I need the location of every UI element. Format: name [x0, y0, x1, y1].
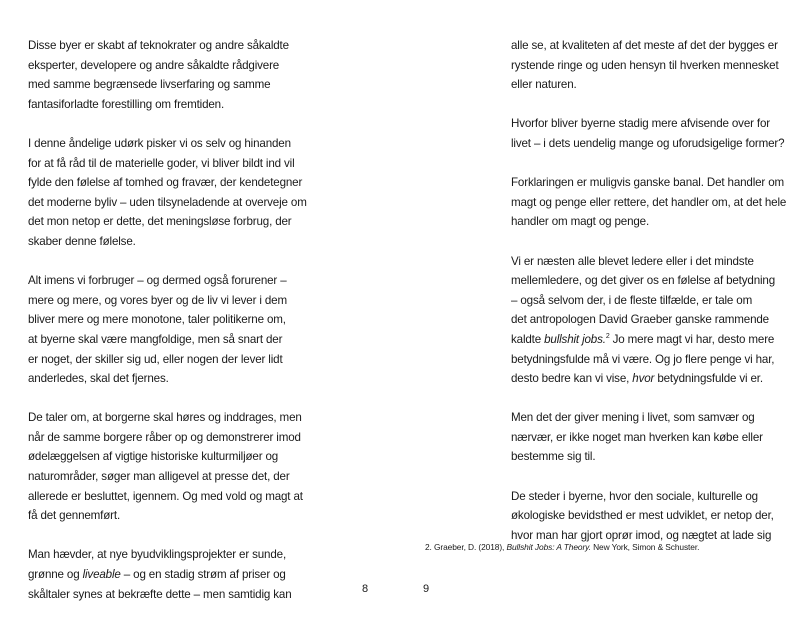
text-line: for at få råd til de materielle goder, vi bliver bildt ind vil: [28, 156, 295, 170]
text-line: [511, 350, 791, 370]
italic-term: bullshit jobs.: [544, 332, 606, 346]
text-line: De taler om, at borgerne skal høres og inddrages, men: [28, 411, 302, 425]
text-line: mere og mere, og vores byer og de liv vi lever i dem: [28, 293, 287, 307]
text-line: når de samme borgere råber op og demonstrerer imod: [28, 430, 301, 444]
text-line: få det gennemført.: [28, 509, 121, 523]
text-line: Hvorfor bliver byerne stadig mere afvisende over for: [511, 117, 770, 131]
text-run: Man hævder, at nye byudviklingsprojekter er sunde,: [28, 548, 287, 562]
text-line: eksperter, developere og andre såkaldte rådgivere: [28, 58, 280, 72]
text-line: ødelæggelsen af vigtige historiske kulturmiljøer og: [28, 450, 279, 464]
paragraph: [511, 36, 791, 95]
text-line: det mon netop er dette, det meningsløse forbrug, der: [28, 215, 292, 229]
text-line: fylde den følelse af tomhed og fravær, der kendetegner: [28, 176, 303, 190]
left-page-body: [28, 36, 328, 624]
text-run: – og en stadig strøm af priser og: [120, 568, 286, 582]
text-line: [511, 271, 791, 291]
text-line: [28, 585, 328, 605]
text-run: skåltaler synes at bekræfte dette – men samtidig kan: [28, 587, 292, 601]
text-line: allerede er besluttet, igennem. Og med vold og magt at: [28, 489, 303, 503]
text-line: Disse byer er skabt af teknokrater og andre såkaldte: [28, 39, 289, 52]
italic-term: hvor: [632, 372, 655, 386]
italic-term: liveable: [82, 568, 121, 582]
text-line: [511, 369, 791, 389]
paragraph: [511, 487, 791, 546]
text-line: [28, 565, 328, 585]
text-line: det moderne byliv – uden tilsyneladende at overveje om: [28, 195, 307, 209]
text-run: betydningsfulde må vi være. Og jo flere penge vi har,: [511, 352, 775, 366]
text-line: Forklaringen er muligvis ganske banal. Det handler om: [511, 176, 785, 190]
text-line: rystende ringe og uden hensyn til hverken mennesket: [511, 58, 779, 72]
text-line: De steder i byerne, hvor den sociale, kulturelle og: [511, 489, 758, 503]
text-line: skaber denne følelse.: [28, 234, 136, 248]
right-page-body: [511, 36, 791, 565]
footnote-reference[interactable]: 2: [605, 332, 610, 340]
text-line: Men det der giver mening i livet, som samvær og: [511, 411, 755, 425]
text-line: [28, 545, 328, 565]
paragraph: [28, 134, 328, 252]
page-number-right: 9: [423, 583, 430, 595]
text-run: Vi er næsten alle blevet ledere eller i det mindste: [511, 254, 754, 268]
text-line: [511, 291, 791, 311]
paragraph: [28, 271, 328, 389]
text-run: det antropologen David Graeber ganske rammende: [511, 313, 769, 327]
text-run: desto bedre kan vi vise,: [511, 372, 633, 386]
paragraph: [511, 114, 791, 153]
text-line: [511, 252, 791, 272]
text-line: anderledes, skal det fjernes.: [28, 372, 169, 386]
text-line: bliver mere og mere monotone, taler politikerne om,: [28, 313, 286, 327]
text-line: bestemme sig til.: [511, 450, 596, 464]
footnote-title: Bullshit Jobs: A Theory.: [506, 542, 591, 552]
text-line: [511, 330, 791, 350]
text-line: eller naturen.: [511, 78, 577, 92]
text-run: Jo mere magt vi har, desto mere: [609, 332, 775, 346]
text-line: nærvær, er ikke noget man hverken kan købe eller: [511, 430, 763, 444]
paragraph: [28, 408, 328, 526]
footnote-text: New York, Simon & Schuster.: [590, 542, 700, 552]
text-run: mellemledere, og det giver os en følelse af betydning: [511, 274, 776, 288]
footnote-text: 2. Graeber, D. (2018),: [425, 542, 507, 552]
text-run: kaldte: [511, 332, 545, 346]
text-line: hvor man har gjort oprør imod, og nægtet at lade sig: [511, 528, 772, 542]
page-number-left: 8: [362, 583, 369, 595]
text-run: betydningsfulde vi er.: [654, 372, 763, 386]
text-line: er noget, der skiller sig ud, eller nogen der lever lidt: [28, 352, 283, 366]
text-line: [511, 310, 791, 330]
text-line: fantasiforladte forestilling om fremtiden.: [28, 97, 225, 111]
text-run: grønne og: [28, 568, 83, 582]
text-line: alle se, at kvaliteten af det meste af det der bygges er: [511, 39, 778, 52]
text-line: at byerne skal være mangfoldige, men så snart der: [28, 332, 283, 346]
paragraph: [28, 36, 328, 114]
text-line: livet – i dets uendelig mange og uforudsigelige former?: [511, 136, 785, 150]
paragraph: [511, 173, 791, 232]
text-line: økologiske bevidsthed er mest udviklet, er netop der,: [511, 509, 774, 523]
paragraph: [511, 252, 791, 389]
paragraph: [28, 545, 328, 604]
text-line: I denne åndelige udørk pisker vi os selv og hinanden: [28, 136, 291, 150]
paragraph: [511, 408, 791, 467]
text-line: Alt imens vi forbruger – og dermed også forurener –: [28, 274, 287, 288]
text-line: naturområder, søger man alligevel at presse det, der: [28, 470, 290, 484]
text-line: med samme begrænsede livserfaring og samme: [28, 78, 271, 92]
text-run: – også selvom der, i de fleste tilfælde, er tale om: [511, 293, 753, 307]
footnote: [425, 542, 699, 552]
text-line: magt og penge eller rettere, det handler om, at det hele: [511, 195, 787, 209]
text-line: handler om magt og penge.: [511, 215, 650, 229]
